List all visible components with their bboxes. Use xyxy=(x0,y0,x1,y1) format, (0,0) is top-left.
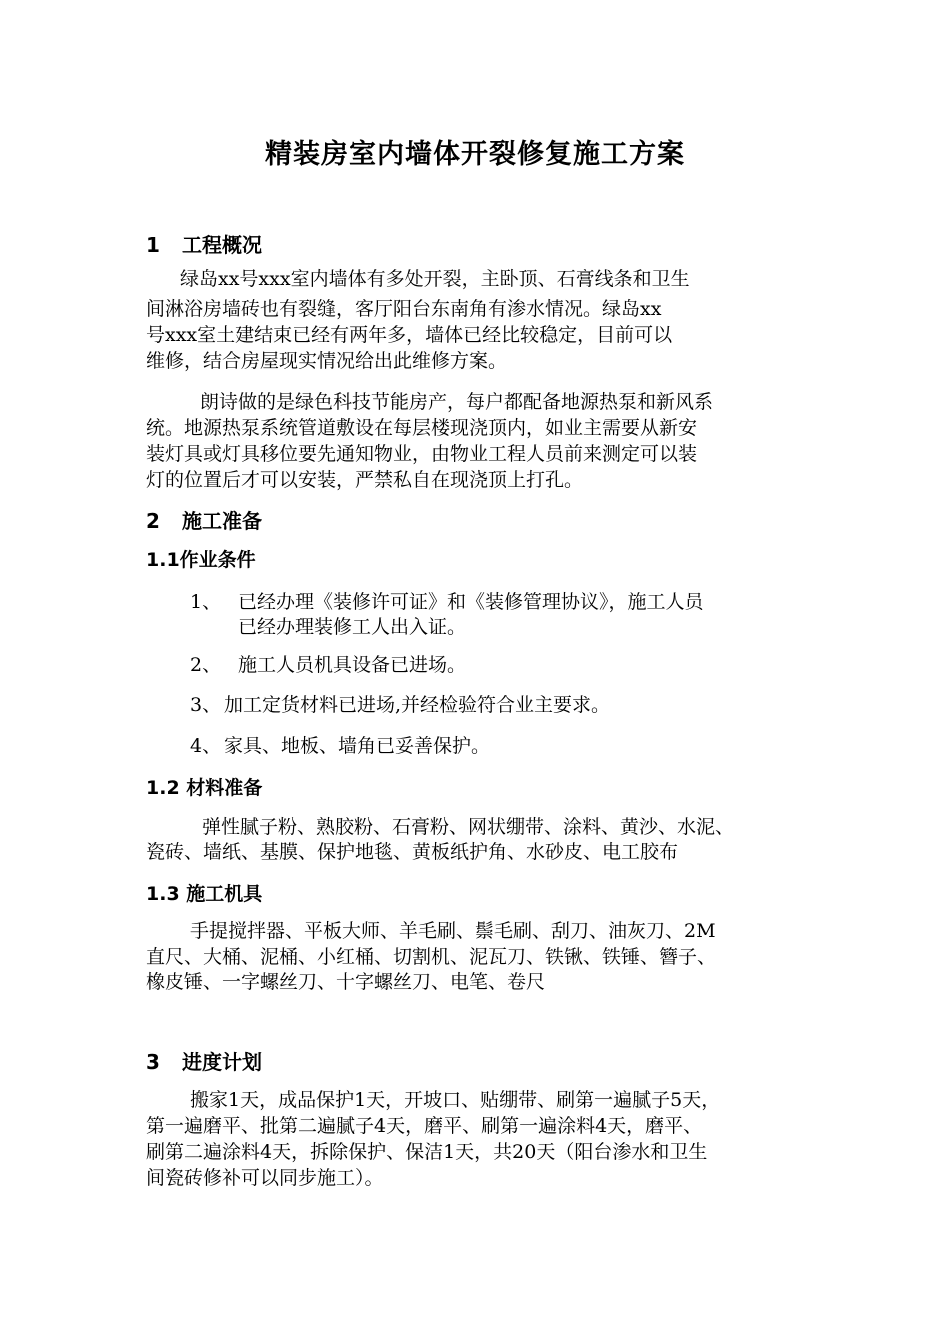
list-item-line: 已经办理《装修许可证》和《装修管理协议》，施工人员 xyxy=(238,591,704,613)
section-number: 1 xyxy=(146,233,160,257)
paragraph-line: 弹性腻子粉、熟胶粉、石膏粉、网状绷带、涂料、黄沙、水泥、 xyxy=(202,816,735,838)
subsection-heading: 1.1作业条件 xyxy=(146,549,256,571)
document-title: 精装房室内墙体开裂修复施工方案 xyxy=(265,139,685,170)
list-item-line: 施工人员机具设备已进场。 xyxy=(238,654,467,676)
section-title: 进度计划 xyxy=(182,1050,262,1074)
list-item-line: 已经办理装修工人出入证。 xyxy=(238,616,467,638)
paragraph-line: 橡皮锤、一字螺丝刀、十字螺丝刀、电笔、卷尺 xyxy=(146,971,546,993)
section-1-heading xyxy=(146,229,262,258)
paragraph-line: 直尺、大桶、泥桶、小红桶、切割机、泥瓦刀、铁锹、铁锤、簪子、 xyxy=(146,946,717,968)
paragraph-line: 手提搅拌器、平板大师、羊毛刷、鬃毛刷、刮刀、油灰刀、2M xyxy=(190,920,716,942)
paragraph-line: 间瓷砖修补可以同步施工）。 xyxy=(146,1167,384,1189)
section-2-heading xyxy=(146,505,262,534)
paragraph-line: 间淋浴房墙砖也有裂缝，客厅阳台东南角有渗水情况。绿岛xx xyxy=(146,298,662,320)
paragraph-line: 维修，结合房屋现实情况给出此维修方案。 xyxy=(146,350,508,372)
list-item-number: 2、 xyxy=(190,654,222,676)
paragraph-line: 装灯具或灯具移位要先通知物业，由物业工程人员前来测定可以装 xyxy=(146,443,698,465)
subsection-heading: 1.3 施工机具 xyxy=(146,883,263,905)
paragraph-line: 刷第二遍涂料4天，拆除保护、保洁1天，共20天（阳台渗水和卫生 xyxy=(146,1141,708,1163)
list-item-line: 加工定货材料已进场,并经检验符合业主要求。 xyxy=(224,694,611,716)
paragraph-line: 瓷砖、墙纸、基膜、保护地毯、黄板纸护角、水砂皮、电工胶布 xyxy=(146,841,679,863)
paragraph-line: 绿岛xx号xxx室内墙体有多处开裂，主卧顶、石膏线条和卫生 xyxy=(180,268,690,290)
list-item-line: 家具、地板、墙角已妥善保护。 xyxy=(224,735,491,757)
paragraph-line: 灯的位置后才可以安装，严禁私自在现浇顶上打孔。 xyxy=(146,469,584,491)
paragraph-line: 统。地源热泵系统管道敷设在每层楼现浇顶内，如业主需要从新安 xyxy=(146,417,698,439)
subsection-heading: 1.2 材料准备 xyxy=(146,777,263,799)
list-item-number: 3、 xyxy=(190,694,222,716)
paragraph-line: 第一遍磨平、批第二遍腻子4天，磨平、刷第一遍涂料4天，磨平、 xyxy=(146,1115,703,1137)
section-3-heading xyxy=(146,1046,262,1075)
section-number: 2 xyxy=(146,509,160,533)
section-number: 3 xyxy=(146,1050,160,1074)
paragraph-line: 搬家1天，成品保护1天，开坡口、贴绷带、刷第一遍腻子5天， xyxy=(190,1089,721,1111)
list-item-number: 1、 xyxy=(190,591,222,613)
paragraph-line: 朗诗做的是绿色科技节能房产，每户都配备地源热泵和新风系 xyxy=(200,391,714,413)
section-title: 工程概况 xyxy=(182,233,262,257)
list-item-number: 4、 xyxy=(190,735,222,757)
paragraph-line: 号xxx室土建结束已经有两年多，墙体已经比较稳定，目前可以 xyxy=(146,324,673,346)
section-title: 施工准备 xyxy=(182,509,262,533)
